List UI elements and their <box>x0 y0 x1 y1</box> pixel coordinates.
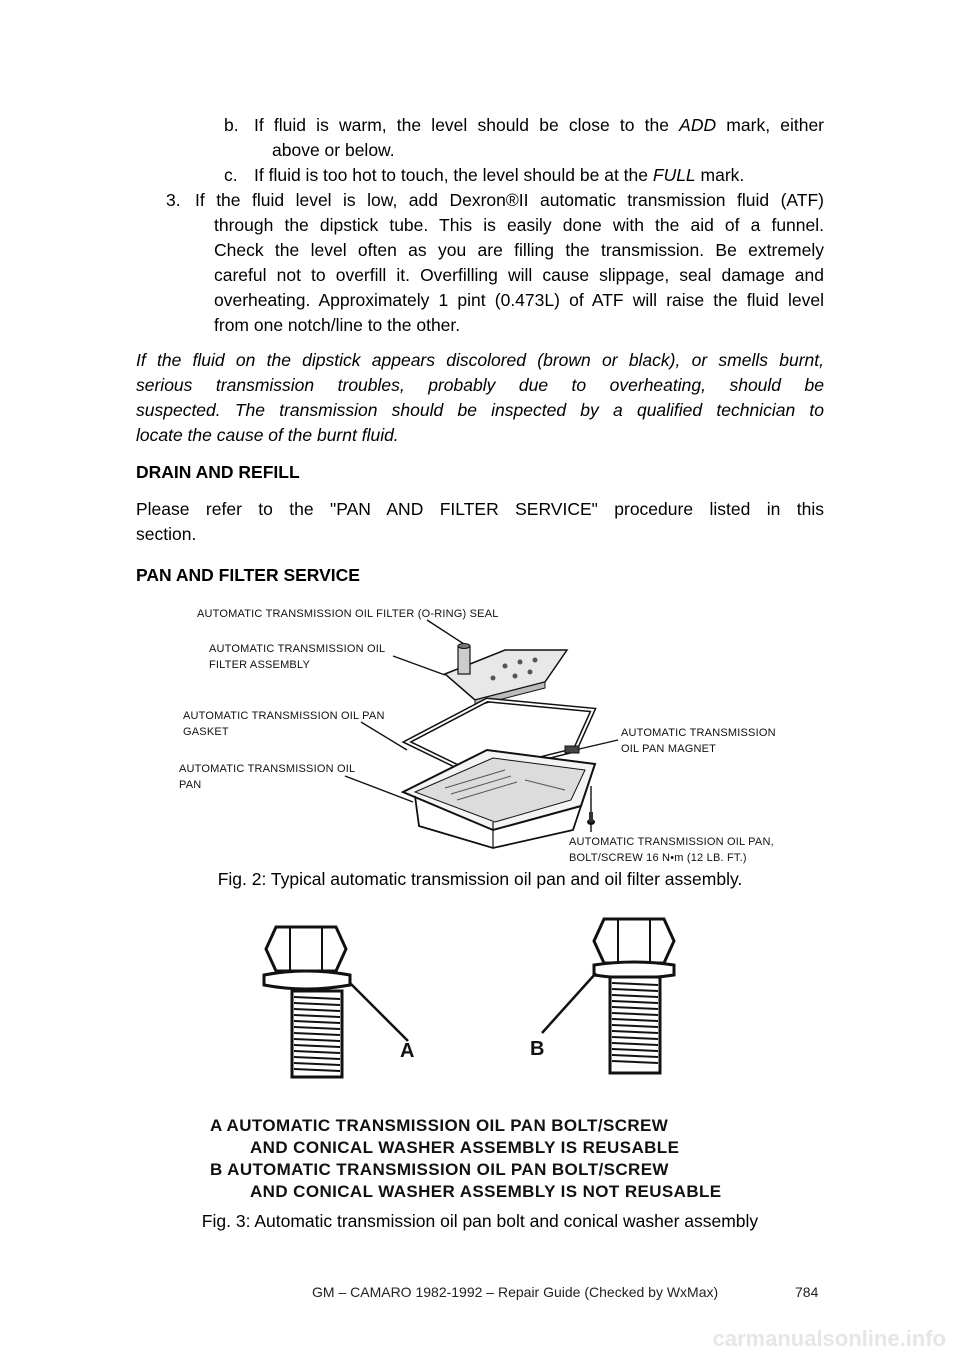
section-heading-pan-filter: PAN AND FILTER SERVICE <box>136 565 360 585</box>
list-item-b-line1: If fluid is warm, the level should be close to the ADD mark, either <box>254 115 825 135</box>
list-item-c: If fluid is too hot to touch, the level should be at the FULL mark. <box>254 165 745 185</box>
legend-a-line2: AND CONICAL WASHER ASSEMBLY IS REUSABLE <box>250 1138 680 1157</box>
list-marker-3: 3. <box>166 190 181 210</box>
drain-paragraph-line: section. <box>136 524 197 544</box>
item3-line: from one notch/line to the other. <box>214 315 461 335</box>
item3-line: careful not to overfill it. Overfilling will cause slippage, seal damage and <box>214 265 824 285</box>
label-filter-line1: AUTOMATIC TRANSMISSION OIL <box>209 643 386 655</box>
footer-title: GM – CAMARO 1982-1992 – Repair Guide (Checked by WxMax) <box>312 1284 719 1300</box>
oil-pan-magnet <box>565 746 579 753</box>
label-bolt-line1: AUTOMATIC TRANSMISSION OIL PAN, <box>569 836 774 848</box>
legend-a-line1: A AUTOMATIC TRANSMISSION OIL PAN BOLT/SCREW <box>210 1116 669 1135</box>
label-magnet-line2: OIL PAN MAGNET <box>621 743 717 755</box>
item3-line: overheating. Approximately 1 pint (0.473L) of ATF will raise the fluid level <box>214 290 824 310</box>
list-marker-c: c. <box>224 165 238 185</box>
warning-line: suspected. The transmission should be inspected by a qualified technician to <box>136 400 824 420</box>
marker-b: B <box>530 1038 545 1060</box>
page-number: 784 <box>795 1284 819 1300</box>
warning-line: locate the cause of the burnt fluid. <box>136 425 399 445</box>
label-magnet-line1: AUTOMATIC TRANSMISSION <box>621 727 776 739</box>
drain-paragraph-line: Please refer to the "PAN AND FILTER SERVICE" procedure listed in this <box>136 499 824 519</box>
item3-line: If the fluid level is low, add Dexron®II automatic transmission fluid (ATF) <box>195 190 824 210</box>
label-pan-line1: AUTOMATIC TRANSMISSION OIL <box>179 763 356 775</box>
label-gasket-line2: GASKET <box>183 726 229 738</box>
fig2-caption: Fig. 2: Typical automatic transmission oil pan and oil filter assembly. <box>217 869 743 889</box>
legend-b-line2: AND CONICAL WASHER ASSEMBLY IS NOT REUSABLE <box>250 1182 722 1201</box>
label-gasket-line1: AUTOMATIC TRANSMISSION OIL PAN <box>183 710 385 722</box>
list-marker-b: b. <box>224 115 239 135</box>
label-oring-seal: AUTOMATIC TRANSMISSION OIL FILTER (O-RING) SEAL <box>197 608 499 620</box>
marker-a: A <box>400 1040 415 1062</box>
warning-line: If the fluid on the dipstick appears discolored (brown or black), or smells burnt, <box>136 350 824 370</box>
legend-b-line1: B AUTOMATIC TRANSMISSION OIL PAN BOLT/SCREW <box>210 1160 669 1179</box>
fig3-caption: Fig. 3: Automatic transmission oil pan bolt and conical washer assembly <box>201 1211 759 1231</box>
full-mark-emphasis: FULL <box>652 165 696 185</box>
label-filter-line2: FILTER ASSEMBLY <box>209 659 311 671</box>
label-bolt-line2: BOLT/SCREW 16 N•m (12 LB. FT.) <box>569 852 747 864</box>
item3-line: through the dipstick tube. This is easily done with the aid of a funnel. <box>214 215 824 235</box>
section-heading-drain: DRAIN AND REFILL <box>136 462 300 482</box>
fig3-bolt-diagram <box>200 905 760 1205</box>
label-pan-line2: PAN <box>179 779 202 791</box>
warning-line: serious transmission troubles, probably due to overheating, should be <box>136 375 824 395</box>
item3-line: Check the level often as you are filling the transmission. Be extremely <box>214 240 824 260</box>
fig2-exploded-diagram <box>175 600 785 865</box>
watermark: carmanualsonline.info <box>712 1326 946 1351</box>
add-mark-emphasis: ADD <box>679 115 717 135</box>
list-item-b-line2: above or below. <box>272 140 395 160</box>
